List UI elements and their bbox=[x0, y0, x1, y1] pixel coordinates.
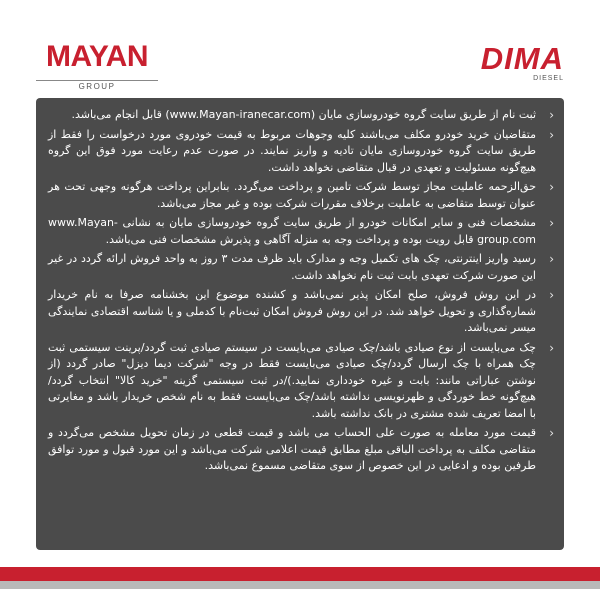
term-text: چک می‌بایست از نوع صیادی باشد/چک صیادی می‌بایست در سیستم صیادی ثبت گردد/پرینت سیستمی ثبت چک همراه با چک ارسال گردد/چک صیادی می‌بایست فقط در وجه "شرکت دیما دیزل" صادر گردد (از نوشتن عباراتی مانند: بابت و غیره خودداری نمایید.)/در ثبت سیستمی گزینه "خرید کالا" انتخاب گردد/هیچ‌گونه خط خوردگی و ظهرنویسی نداشته باشد/چک می‌بایست فقط به نام شخص خریدار باشد و مغایرتی با امضا تعریف شده مشتری در بانک نداشته باشد. bbox=[48, 340, 536, 420]
term-text: ثبت نام از طریق سایت گروه خودروسازی مایان (www.Mayan-iranecar.com) قابل انجام می‌باشد. bbox=[71, 108, 536, 121]
term-item bbox=[48, 340, 554, 423]
term-item bbox=[48, 107, 554, 124]
chevron-left-icon: ‹ bbox=[549, 127, 554, 142]
term-text: قیمت مورد معامله به صورت علی الحساب می باشد و قیمت قطعی در زمان تحویل مشخص می‌گردد و متقاضی مکلف به پرداخت الباقی مبلغ مطابق قیمت اعلامی شرکت می‌باشد و این مورد قبول و مورد توافق طرفین بوده و ادعایی در این خصوص از سوی متقاضی مسموع نمی‌باشد. bbox=[48, 426, 536, 472]
terms-panel bbox=[36, 98, 564, 550]
term-text: متقاضیان خرید خودرو مکلف می‌باشند کلیه وجوهات مربوط به قیمت خودروی مورد درخواست را فقط از طریق سایت گروه خودروسازی مایان تادیه و واریز نمایند. در صورت عدم رعایت مورد فوق این گروه هیچ‌گونه مسئولیت و تعهدی در قبال متقاضی نخواهد داشت. bbox=[48, 127, 536, 174]
footer-gray-stripe bbox=[0, 581, 600, 589]
term-item bbox=[48, 287, 554, 337]
dima-diesel-logo bbox=[480, 41, 564, 82]
term-item bbox=[48, 215, 554, 248]
mayan-logo-rule bbox=[36, 80, 158, 81]
mayan-group-logo bbox=[36, 40, 158, 91]
terms-list bbox=[36, 98, 564, 475]
term-text: حق‌الزحمه عاملیت مجاز توسط شرکت تامین و پرداخت می‌گردد. بنابراین پرداخت هرگونه وجهی تحت هر عنوان توسط متقاضی به عاملیت برخلاف مقررات شرکت بوده و غیر مجاز می‌باشد. bbox=[48, 180, 536, 210]
term-item bbox=[48, 425, 554, 475]
chevron-left-icon: ‹ bbox=[549, 340, 554, 355]
chevron-left-icon: ‹ bbox=[549, 216, 554, 230]
chevron-left-icon: ‹ bbox=[549, 108, 554, 122]
term-item bbox=[48, 179, 554, 212]
dima-logo-text: DIMA bbox=[480, 41, 564, 76]
dima-logo-subtitle: DIESEL bbox=[533, 75, 564, 82]
term-item bbox=[48, 251, 554, 284]
chevron-left-icon: ‹ bbox=[549, 180, 554, 194]
term-item bbox=[48, 127, 554, 177]
term-text: در این روش فروش، صلح امکان پذیر نمی‌باشد و کشنده موضوع این بخشنامه صرفا به نام خریدار شماره‌گذاری و تحویل خواهد شد. در این روش فروش امکان ثبت‌نام با کدملی و یا شناسه اقتصادی نمایندگی میسر نمی‌باشد. bbox=[48, 288, 536, 334]
chevron-left-icon: ‹ bbox=[549, 288, 554, 302]
term-text: مشخصات فنی و سایر امکانات خودرو از طریق سایت گروه خودروسازی مایان به نشانی www.Mayan-group.com قابل رویت بوده و پرداخت وجه به منزله آگاهی و پذیرش مشخصات فنی می‌باشد. bbox=[48, 216, 536, 246]
term-text: رسید واریز اینترنتی، چک های تکمیل وجه و مدارک باید ظرف مدت ۳ روز به واحد فروش ارائه گردد در غیر این صورت شرکت تعهدی بابت ثبت نام نخواهد داشت. bbox=[48, 252, 536, 282]
footer-red-stripe bbox=[0, 567, 600, 581]
chevron-left-icon: ‹ bbox=[549, 252, 554, 266]
mayan-logo-subtitle: GROUP bbox=[74, 82, 121, 91]
mayan-logo-subtitle-row bbox=[36, 74, 158, 91]
chevron-left-icon: ‹ bbox=[549, 426, 554, 440]
mayan-logo-text: MAYAN bbox=[46, 40, 148, 73]
